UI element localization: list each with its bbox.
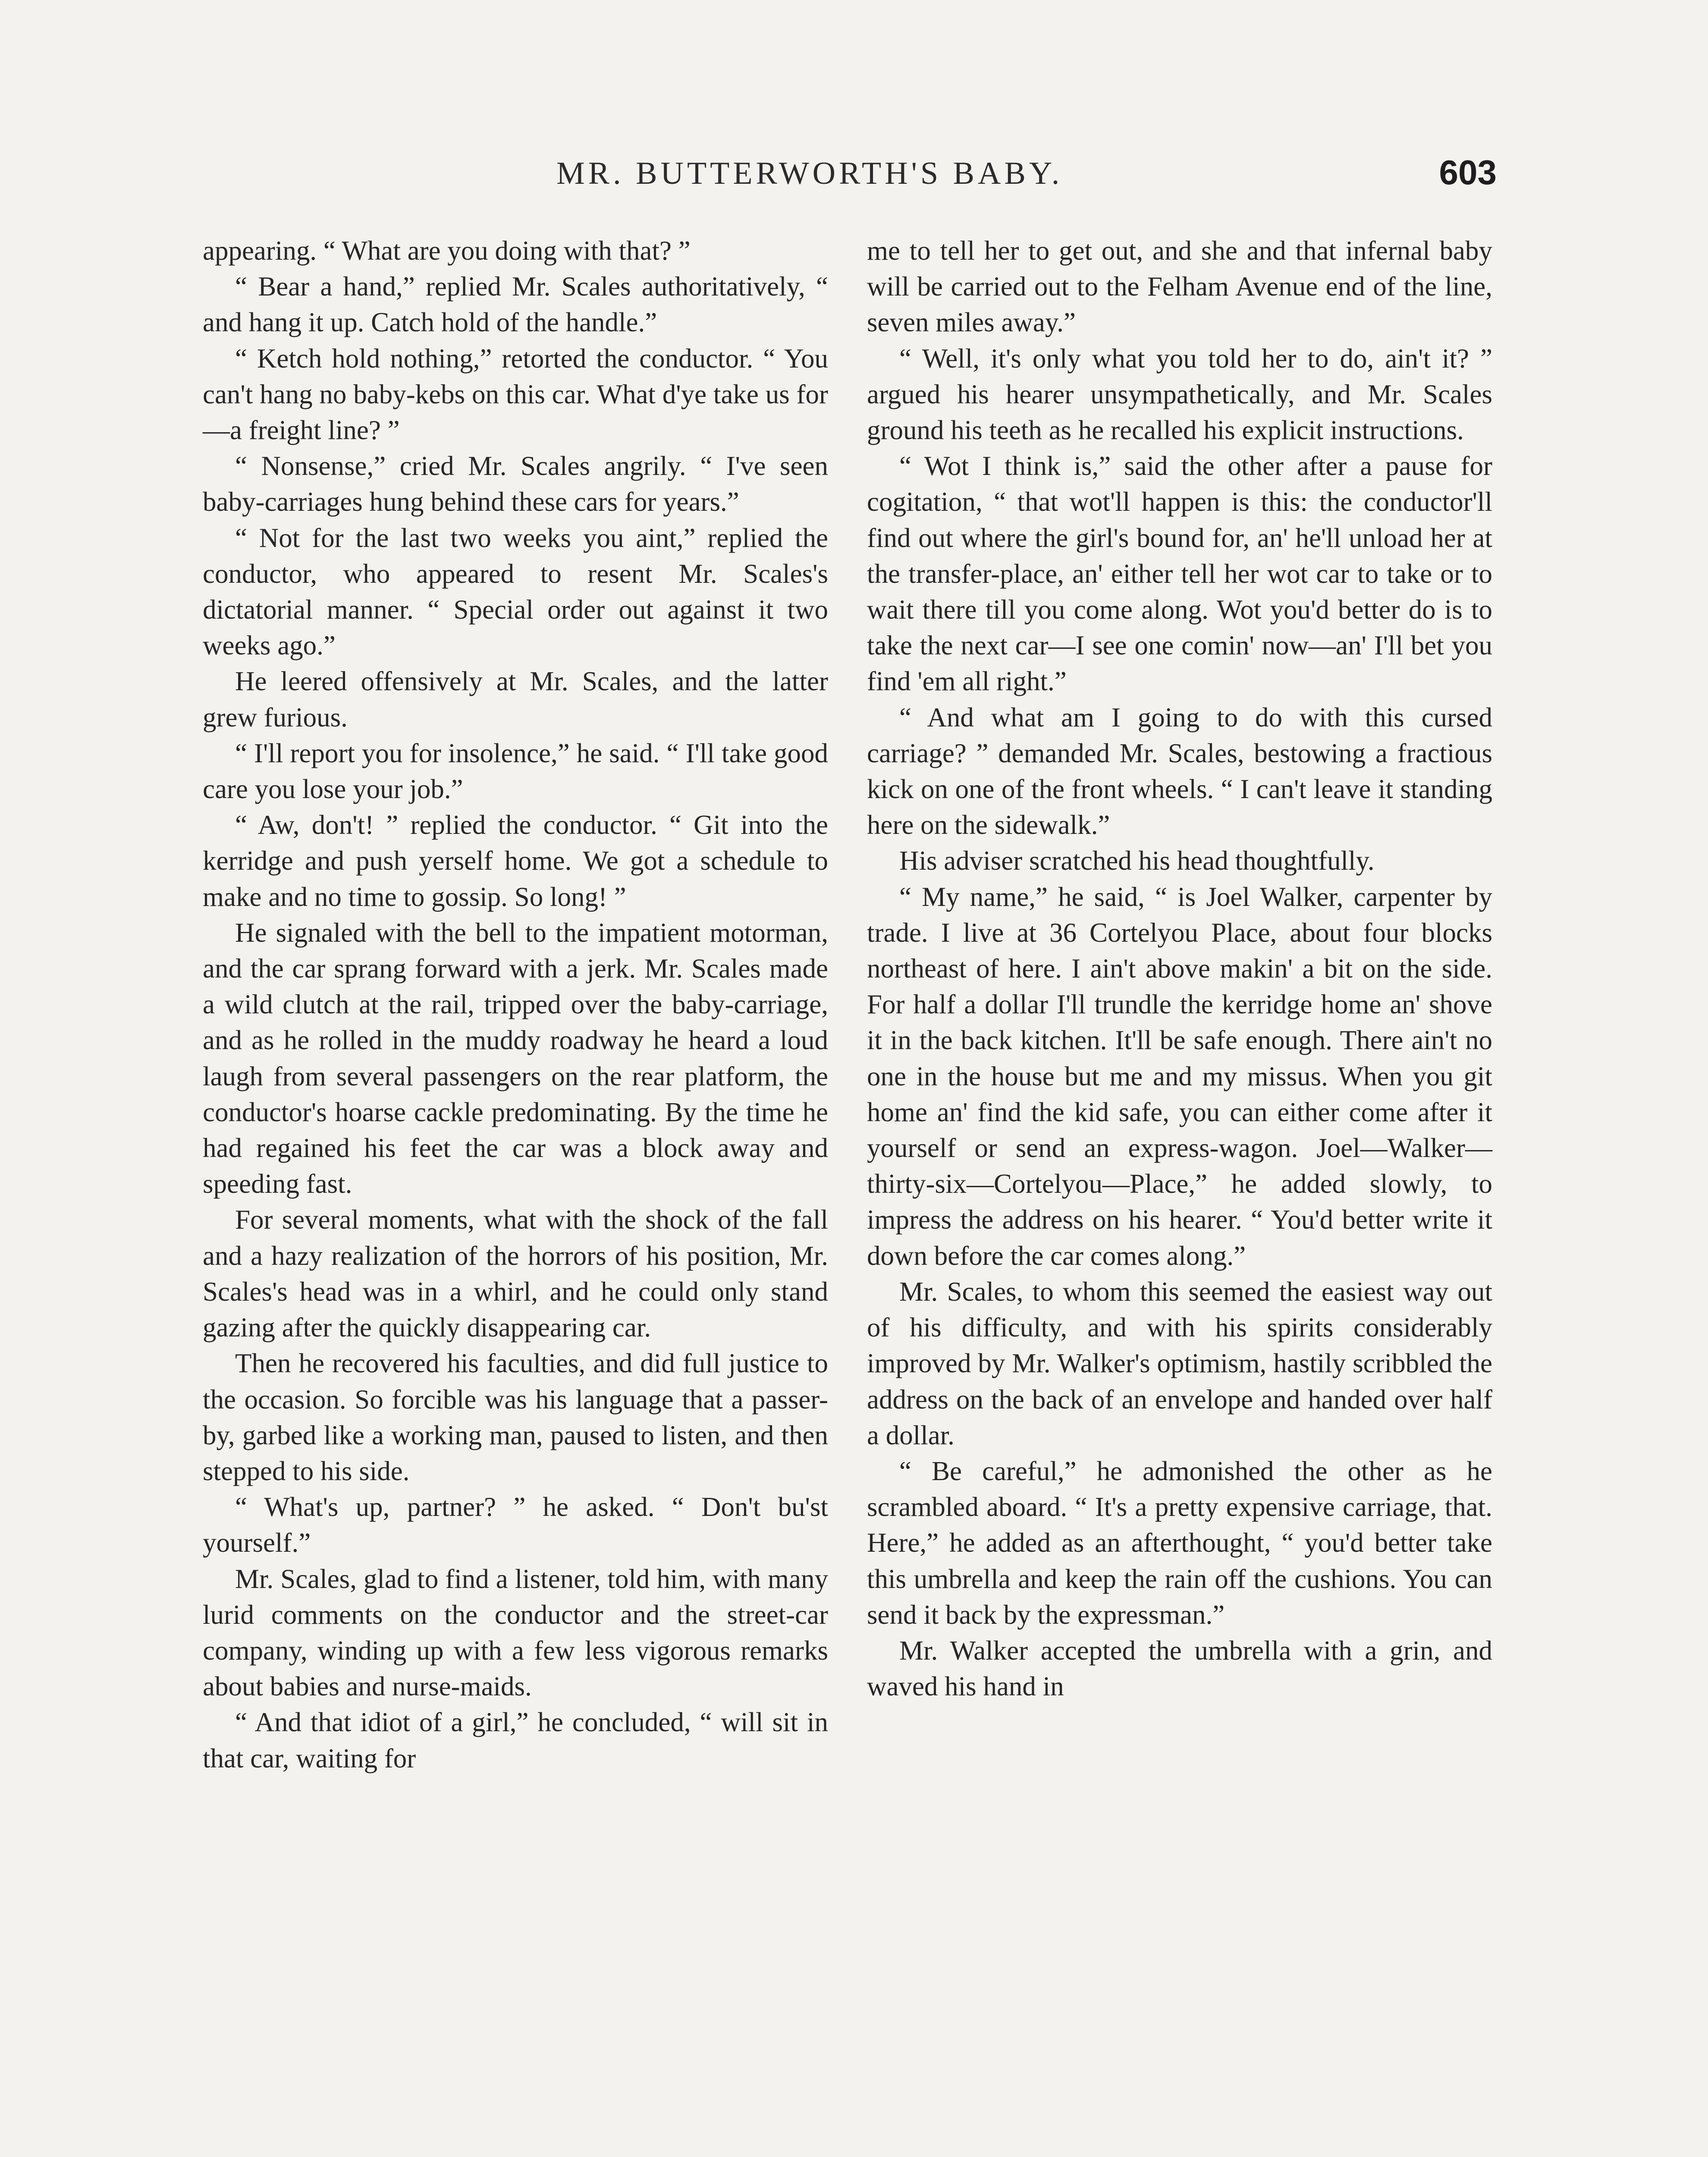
paragraph: “ Aw, don't! ” replied the conductor. “ Git into the kerridge and push yerself home. We got a schedule to make and no time to gossip. So long! ”: [203, 810, 828, 912]
paragraph: Mr. Walker accepted the umbrella with a grin, and waved his hand in: [867, 1635, 1492, 1702]
paragraph: Then he recovered his faculties, and did full justice to the occasion. So forcible was his language that a passer-by, garbed like a working man, paused to listen, and then stepped to his side.: [203, 1348, 828, 1486]
right-text-column: [867, 233, 1492, 1704]
paragraph: “ And what am I going to do with this cursed carriage? ” demanded Mr. Scales, bestowing a fractious kick on one of the front wheels. “ I can't leave it standing here on the sidewalk.”: [867, 702, 1492, 840]
paragraph: “ Wot I think is,” said the other after a pause for cogitation, “ that wot'll happen is this: the conductor'll find out where the girl's bound for, an' he'll unload her at the transfer-place, an' either tell her wot car to take or to wait there till you come along. Wot you'd better do is to take the next car—I see one comin' now—an' I'll bet you find 'em all right.”: [867, 451, 1492, 697]
paragraph: Mr. Scales, glad to find a listener, told him, with many lurid comments on the conductor and the street-car company, winding up with a few less vigorous remarks about babies and nurse-maids.: [203, 1563, 828, 1702]
page-header: [203, 155, 1497, 207]
paragraph: “ Bear a hand,” replied Mr. Scales authoritatively, “ and hang it up. Catch hold of the handle.”: [203, 271, 828, 338]
paragraph: His adviser scratched his head thoughtfully.: [899, 846, 1375, 876]
paragraph: For several moments, what with the shock of the fall and a hazy realization of the horrors of his position, Mr. Scales's head was in a whirl, and he could only stand gazing after the quickly disappearing car.: [203, 1204, 828, 1343]
paragraph: He leered offensively at Mr. Scales, and the latter grew furious.: [203, 666, 828, 733]
page-number: 603: [1439, 153, 1497, 192]
paragraph: “ Ketch hold nothing,” retorted the conductor. “ You can't hang no baby-kebs on this car. What d'ye take us for —a freight line? ”: [203, 343, 828, 446]
paragraph: “ What's up, partner? ” he asked. “ Don't bu'st yourself.”: [203, 1492, 828, 1558]
paragraph: He signaled with the bell to the impatient motorman, and the car sprang forward with a jerk. Mr. Scales made a wild clutch at the rail, tripped over the baby-carriage, and as he rolled in the muddy roadway he heard a loud laugh from several passengers on the rear platform, the conductor's hoarse cackle predominating. By the time he had regained his feet the car was a block away and speeding fast.: [203, 917, 828, 1199]
paragraph: “ Well, it's only what you told her to do, ain't it? ” argued his hearer unsympathetically, and Mr. Scales ground his teeth as he recalled his explicit instructions.: [867, 343, 1492, 446]
paragraph: me to tell her to get out, and she and that infernal baby will be carried out to the Felham Avenue end of the line, seven miles away.”: [867, 236, 1492, 338]
paragraph: “ And that idiot of a girl,” he concluded, “ will sit in that car, waiting for: [203, 1707, 828, 1773]
left-text-column: [203, 233, 828, 1777]
paragraph: “ I'll report you for insolence,” he said. “ I'll take good care you lose your job.”: [203, 738, 828, 805]
paragraph: Mr. Scales, to whom this seemed the easiest way out of his difficulty, and with his spirits considerably improved by Mr. Walker's optimism, hastily scribbled the address on the back of an envelope and handed over half a dollar.: [867, 1276, 1492, 1450]
paragraph: “ Not for the last two weeks you aint,” replied the conductor, who appeared to resent Mr. Scales's dictatorial manner. “ Special order out against it two weeks ago.”: [203, 522, 828, 661]
paragraph: “ My name,” he said, “ is Joel Walker, carpenter by trade. I live at 36 Cortelyou Place, about four blocks northeast of here. I ain't above makin' a bit on the side. For half a dollar I'll trundle the kerridge home an' shove it in the back kitchen. It'll be safe enough. There ain't no one in the house but me and my missus. When you git home an' find the kid safe, you can either come after it yourself or send an express-wagon. Joel—Walker—thirty-six—Cortelyou—Place,” he added slowly, to impress the address on his hearer. “ You'd better write it down before the car comes along.”: [867, 881, 1492, 1271]
paragraph: appearing. “ What are you doing with that? ”: [203, 236, 691, 266]
running-head: MR. BUTTERWORTH'S BABY.: [556, 156, 1063, 191]
paragraph: “ Be careful,” he admonished the other as he scrambled aboard. “ It's a pretty expensive carriage, that. Here,” he added as an afterthought, “ you'd better take this umbrella and keep the rain off the cushions. You can send it back by the expressman.”: [867, 1456, 1492, 1630]
paragraph: “ Nonsense,” cried Mr. Scales angrily. “ I've seen baby-carriages hung behind these cars for years.”: [203, 451, 828, 517]
